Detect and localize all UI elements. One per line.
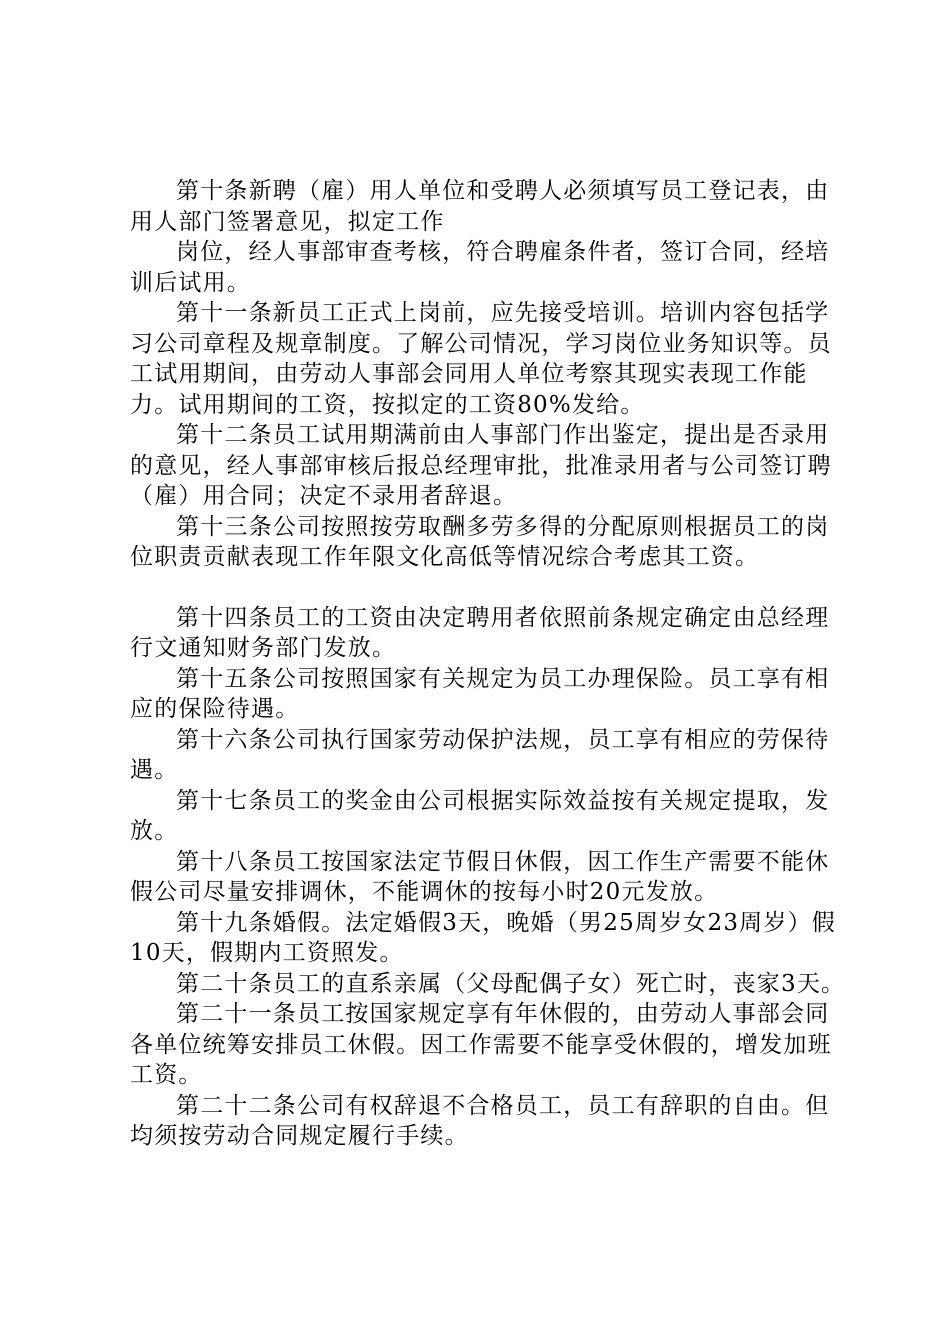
- paragraph-article-19: 第十九条婚假。法定婚假3天，晚婚（男25周岁女23周岁）假10天，假期内工资照发。: [130, 909, 836, 966]
- paragraph-article-21: 第二十一条员工按国家规定享有年休假的，由劳动人事部会同各单位统筹安排员工休假。因工作需要不能享受休假的，增发加班工资。: [130, 1001, 832, 1088]
- paragraph-article-11: 第十一条新员工正式上岗前，应先接受培训。培训内容包括学习公司章程及规章制度。了解公司情况，学习岗位业务知识等。员工试用期间，由劳动人事部会同用人单位考察其现实表现工作能力。试用期间的工资，按拟定的工资80%发给。: [130, 300, 832, 418]
- paragraph-article-20: 第二十条员工的直系亲属（父母配偶子女）死亡时，丧家3天。: [176, 970, 846, 997]
- paragraph-article-16: 第十六条公司执行国家劳动保护法规，员工享有相应的劳保待遇。: [130, 726, 830, 783]
- paragraph-gap: [130, 573, 848, 603]
- paragraph-article-18: 第十八条员工按国家法定节假日休假，因工作生产需要不能休假公司尽量安排调休，不能调休的按每小时20元发放。: [130, 848, 830, 905]
- paragraph-article-15: 第十五条公司按照国家有关规定为员工办理保险。员工享有相应的保险待遇。: [130, 665, 830, 722]
- document-body: [130, 176, 848, 1152]
- paragraph-article-22: 第二十二条公司有权辞退不合格员工，员工有辞职的自由。但均须按劳动合同规定履行手续。: [130, 1092, 830, 1149]
- paragraph-article-14: 第十四条员工的工资由决定聘用者依照前条规定确定由总经理行文通知财务部门发放。: [130, 604, 830, 661]
- paragraph-article-10: 第十条新聘（雇）用人单位和受聘人必须填写员工登记表，由用人部门签署意见，拟定工作: [130, 178, 830, 235]
- paragraph-article-12: 第十二条员工试用期满前由人事部门作出鉴定，提出是否录用的意见，经人事部审核后报总经理审批，批准录用者与公司签订聘（雇）用合同；决定不录用者辞退。: [130, 422, 832, 509]
- paragraph-article-13: 第十三条公司按照按劳取酬多劳多得的分配原则根据员工的岗位职责贡献表现工作年限文化高低等情况综合考虑其工资。: [130, 513, 830, 570]
- paragraph-article-10-continued: 岗位，经人事部审查考核，符合聘雇条件者，签订合同，经培训后试用。: [130, 239, 830, 296]
- paragraph-article-17: 第十七条员工的奖金由公司根据实际效益按有关规定提取，发放。: [130, 787, 830, 844]
